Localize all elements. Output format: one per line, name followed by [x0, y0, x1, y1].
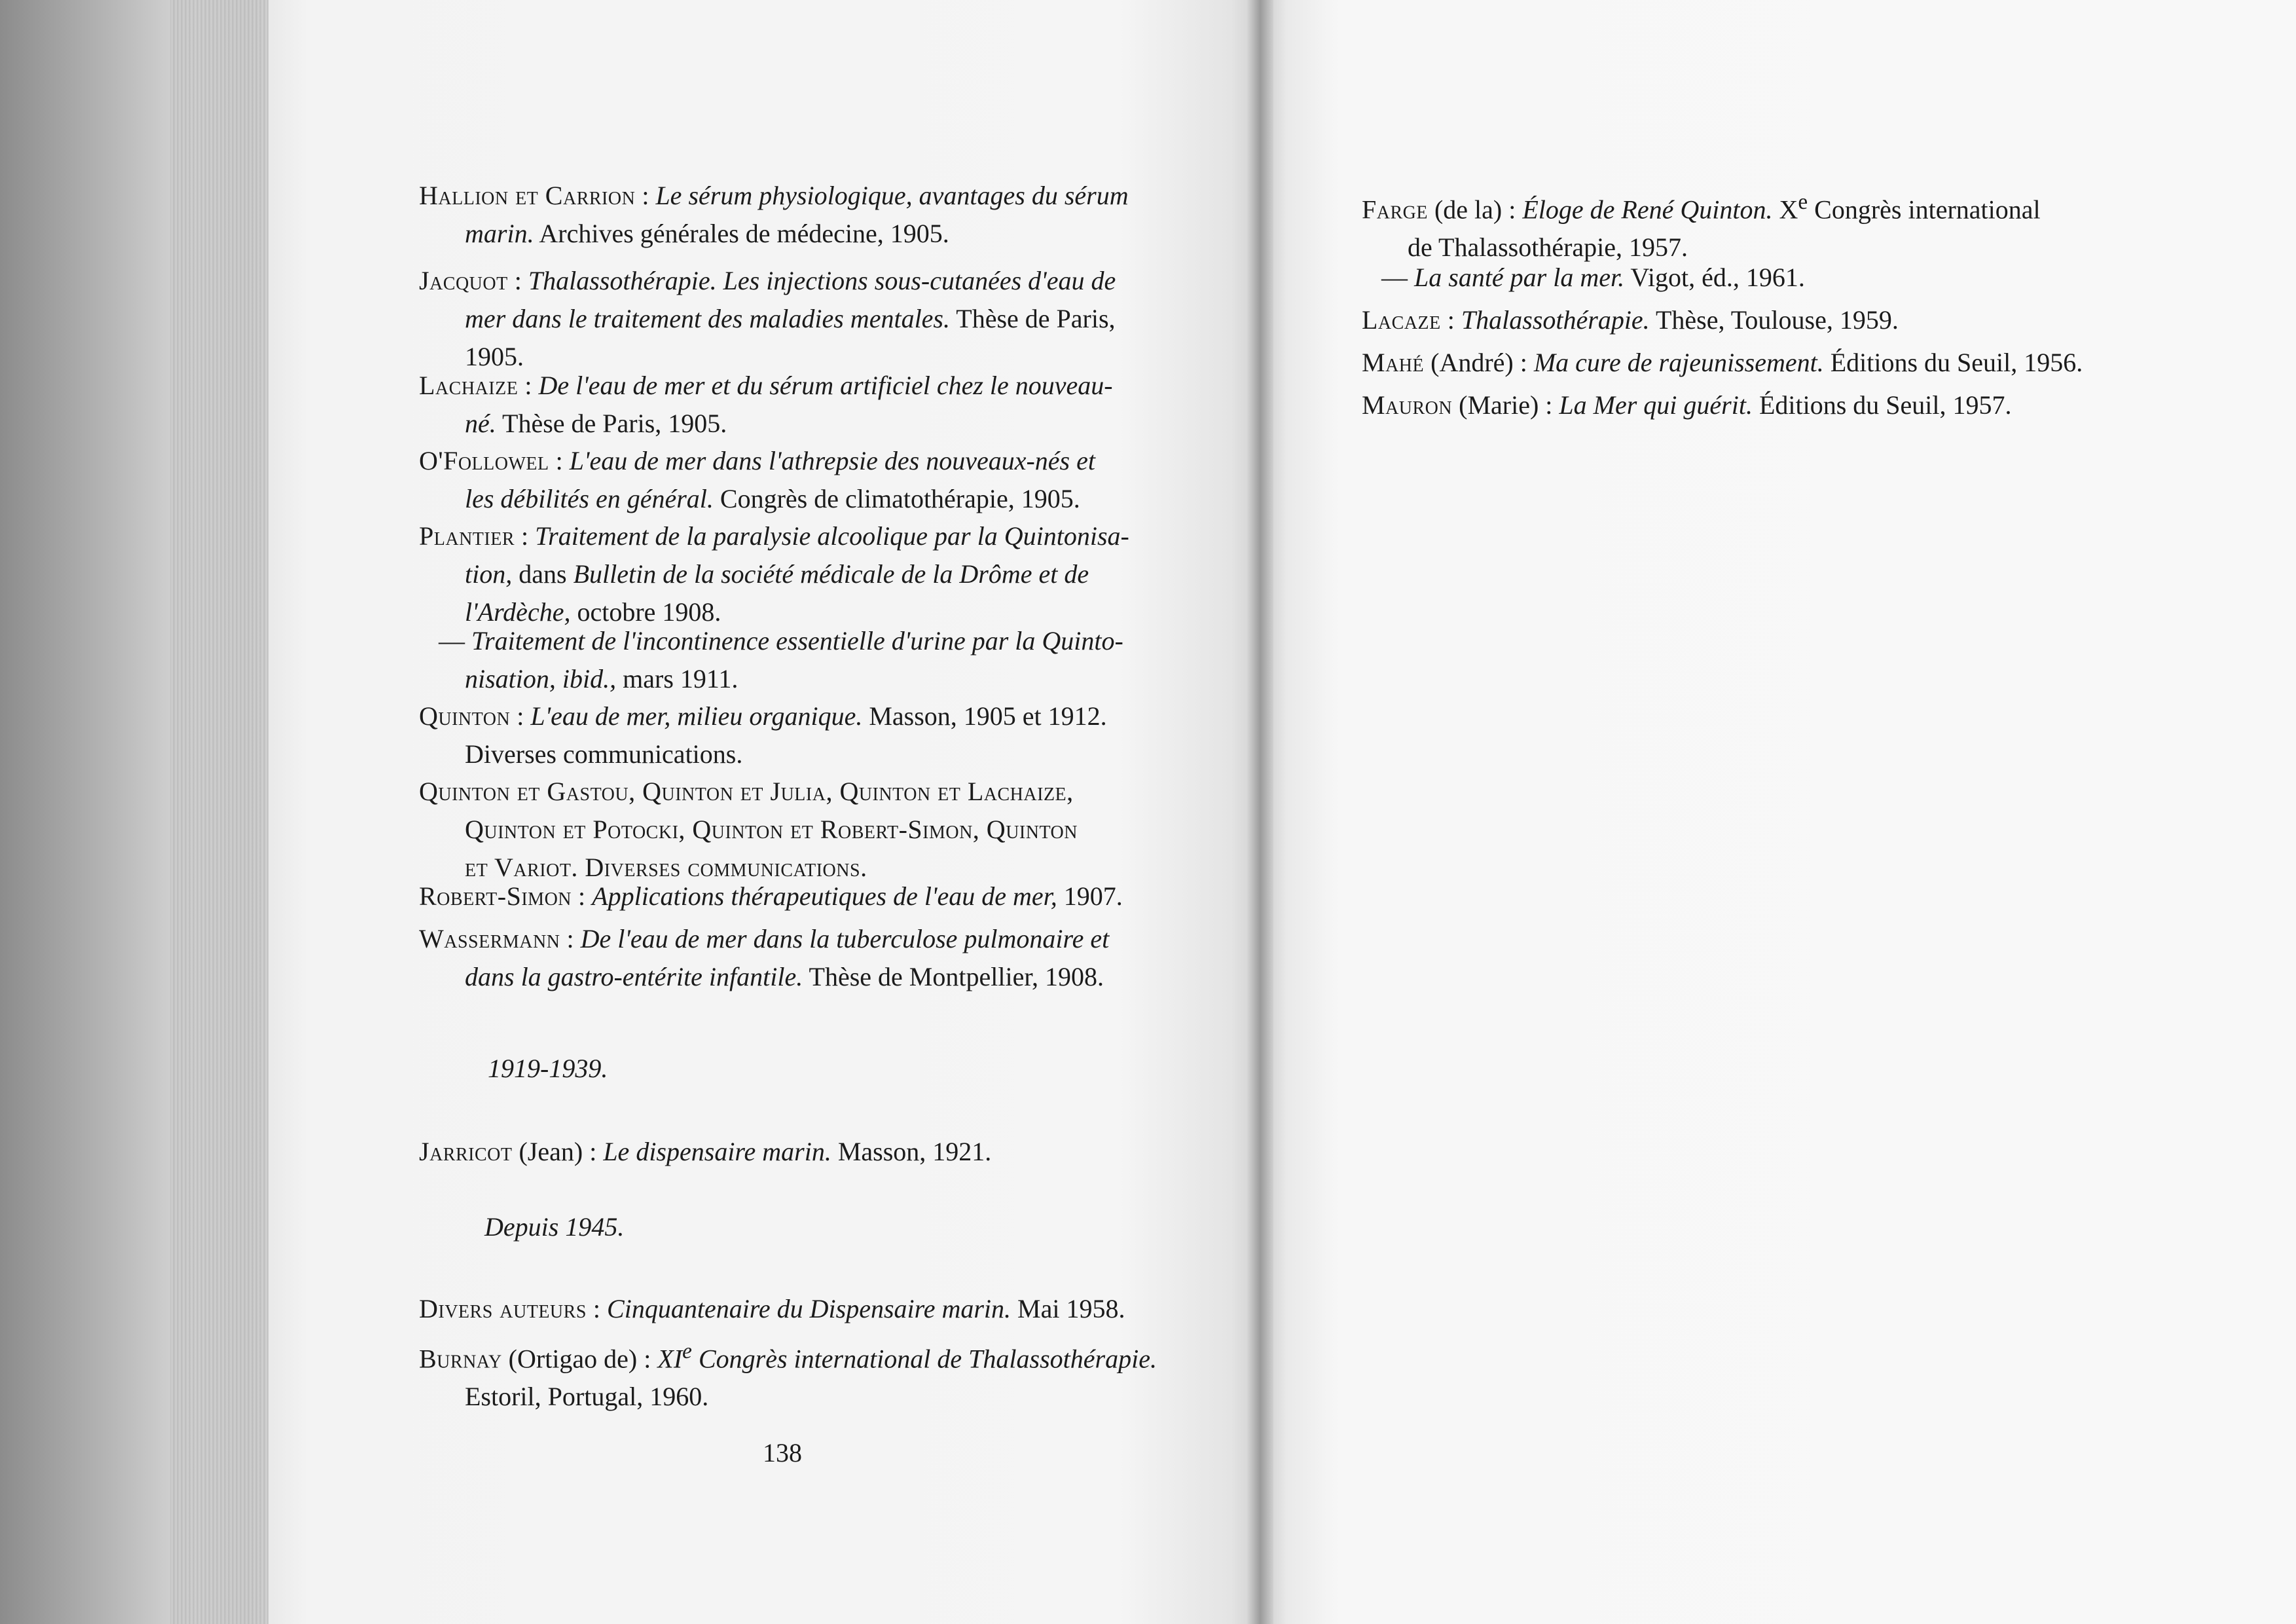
section-heading-1919: 1919-1939. — [488, 1054, 608, 1083]
text-fragment: : — [1502, 194, 1523, 225]
text-fragment: Robert-Simon — [419, 881, 572, 911]
bib-entry-ofollowel — [419, 442, 1185, 518]
text-fragment: Bulletin de la société médicale de la Drôme et de — [573, 559, 1089, 589]
bib-entry-wassermann — [419, 920, 1185, 996]
bib-entry-hallion — [419, 177, 1185, 253]
bib-entry-jacquot — [419, 262, 1185, 376]
text-fragment: (André) — [1424, 348, 1514, 377]
text-fragment: Mai 1958. — [1011, 1294, 1125, 1323]
text-fragment: Traitement de la paralysie alcoolique par la Quintonisa- — [535, 521, 1129, 551]
text-fragment: Ma cure de rajeunissement. — [1533, 348, 1824, 377]
text-fragment: Farge — [1362, 194, 1428, 225]
text-fragment: Traitement de l'incontinence essentielle d'urine par la Quinto- — [471, 626, 1123, 655]
text-fragment: Quinton et Potocki, Quinton et Robert-Simon, Quinton — [465, 815, 1078, 844]
text-fragment: Quinton — [419, 701, 511, 731]
text-fragment: Hallion et Carrion — [419, 181, 636, 210]
text-fragment: nisation, ibid., — [465, 664, 617, 693]
book-page-edges — [170, 0, 268, 1624]
text-fragment: : — [518, 371, 539, 400]
text-fragment: octobre 1908. — [570, 597, 721, 627]
bib-entry-plantier — [419, 517, 1185, 631]
text-fragment: Vigot, éd., 1961. — [1624, 263, 1805, 292]
text-fragment: Quinton et Gastou, Quinton et Julia, Quinton et Lachaize, — [419, 777, 1074, 806]
text-fragment: Masson, 1905 et 1912. — [862, 701, 1107, 731]
text-fragment: Wassermann — [419, 924, 560, 953]
text-fragment: Le dispensaire marin. — [603, 1137, 831, 1166]
text-fragment: X — [1772, 194, 1798, 225]
text-fragment: dans — [512, 559, 574, 589]
bib-entry-farge-2 — [1362, 259, 2134, 297]
text-fragment: dans la gastro-entérite infantile. — [465, 962, 803, 991]
text-fragment: Éloge de René Quinton. — [1522, 194, 1773, 225]
text-fragment: : — [637, 1344, 658, 1374]
text-fragment: : — [510, 701, 531, 731]
page-number: 138 — [763, 1438, 802, 1467]
text-fragment: La santé par la mer. — [1414, 263, 1625, 292]
text-fragment: XI — [657, 1344, 683, 1374]
text-fragment: Congrès international — [1808, 194, 2041, 225]
text-fragment: (de la) — [1427, 194, 1503, 225]
bib-entry-jarricot — [419, 1133, 1185, 1171]
text-fragment: : — [1513, 348, 1534, 377]
text-fragment: Thèse de Paris, — [950, 304, 1116, 333]
text-fragment: e — [1798, 190, 1808, 214]
text-fragment: : — [507, 266, 528, 295]
text-fragment: Mahé — [1362, 348, 1425, 377]
text-fragment: — — [439, 626, 471, 655]
text-fragment: né. — [465, 409, 496, 438]
text-fragment: Congrès de climatothérapie, 1905. — [713, 484, 1080, 513]
bib-entry-lachaize — [419, 367, 1185, 443]
text-fragment: (Jean) — [512, 1137, 583, 1166]
bib-entry-quinton — [419, 697, 1185, 773]
bib-entry-burnay — [419, 1333, 1185, 1416]
text-fragment: Congrès international de Thalassothérapie. — [691, 1344, 1157, 1374]
section-heading-1945: Depuis 1945. — [484, 1212, 625, 1242]
text-fragment: Applications thérapeutiques de l'eau de mer, — [592, 881, 1057, 911]
text-fragment: (Ortigao de) — [501, 1344, 638, 1374]
text-fragment: Thèse, Toulouse, 1959. — [1649, 305, 1899, 335]
text-fragment: : — [583, 1137, 604, 1166]
text-fragment: Diverses communications. — [465, 739, 743, 769]
bib-entry-divers-auteurs — [419, 1290, 1185, 1328]
text-fragment: O'Followel — [419, 446, 549, 475]
text-fragment: Archives générales de médecine, 1905. — [534, 219, 949, 248]
text-fragment: De l'eau de mer dans la tuberculose pulmonaire et — [580, 924, 1110, 953]
text-fragment: Le sérum physiologique, avantages du sérum — [655, 181, 1129, 210]
text-fragment: L'eau de mer, milieu organique. — [530, 701, 863, 731]
text-fragment: et Variot. Diverses communications. — [465, 853, 867, 882]
text-fragment: Mauron — [1362, 390, 1453, 420]
text-fragment: Jarricot — [419, 1137, 513, 1166]
text-fragment: Plantier — [419, 521, 515, 551]
bib-entry-mahe — [1362, 344, 2134, 382]
bib-entry-plantier-2 — [419, 622, 1185, 698]
text-fragment: les débilités en général. — [465, 484, 714, 513]
text-fragment: Jacquot — [419, 266, 508, 295]
text-fragment: Cinquantenaire du Dispensaire marin. — [607, 1294, 1011, 1323]
bib-entry-farge — [1362, 183, 2134, 267]
text-fragment: Thalassothérapie. — [1461, 305, 1650, 335]
text-fragment: : — [572, 881, 592, 911]
bib-entry-mauron — [1362, 386, 2134, 424]
text-fragment: : — [560, 924, 581, 953]
text-fragment: : — [635, 181, 656, 210]
text-fragment: (Marie) — [1452, 390, 1539, 420]
text-fragment: tion, — [465, 559, 513, 589]
text-fragment: Burnay — [419, 1344, 502, 1374]
text-fragment: Divers auteurs — [419, 1294, 587, 1323]
text-fragment: L'eau de mer dans l'athrepsie des nouveaux-nés et — [569, 446, 1095, 475]
text-fragment: — — [1381, 263, 1414, 292]
book-gutter — [1247, 0, 1273, 1624]
bib-entry-lacaze — [1362, 301, 2134, 339]
text-fragment: Éditions du Seuil, 1957. — [1752, 390, 2012, 420]
text-fragment: Éditions du Seuil, 1956. — [1823, 348, 2083, 377]
text-fragment: : — [1539, 390, 1559, 420]
text-fragment: marin. — [465, 219, 534, 248]
text-fragment: Estoril, Portugal, 1960. — [465, 1382, 709, 1412]
text-fragment: 1907. — [1057, 881, 1123, 911]
text-fragment: 1905. — [465, 342, 524, 371]
text-fragment: mars 1911. — [616, 664, 738, 693]
text-fragment: : — [515, 521, 536, 551]
text-fragment: De l'eau de mer et du sérum artificiel chez le nouveau- — [538, 371, 1113, 400]
text-fragment: Lacaze — [1362, 305, 1441, 335]
text-fragment: Lachaize — [419, 371, 519, 400]
text-fragment: Thèse de Paris, 1905. — [496, 409, 727, 438]
bib-entry-robert-simon — [419, 877, 1185, 915]
text-fragment: : — [549, 446, 570, 475]
text-fragment: l'Ardèche, — [465, 597, 571, 627]
text-fragment: Masson, 1921. — [831, 1137, 992, 1166]
text-fragment: mer dans le traitement des maladies mentales. — [465, 304, 950, 333]
text-fragment: La Mer qui guérit. — [1559, 390, 1753, 420]
text-fragment: Thalassothérapie. Les injections sous-cutanées d'eau de — [528, 266, 1116, 295]
bib-entry-quinton-collab — [419, 773, 1185, 887]
text-fragment: : — [1440, 305, 1461, 335]
text-fragment: de Thalassothérapie, 1957. — [1408, 232, 1688, 263]
text-fragment: e — [682, 1339, 692, 1363]
text-fragment: : — [586, 1294, 608, 1323]
text-fragment: Thèse de Montpellier, 1908. — [803, 962, 1104, 991]
